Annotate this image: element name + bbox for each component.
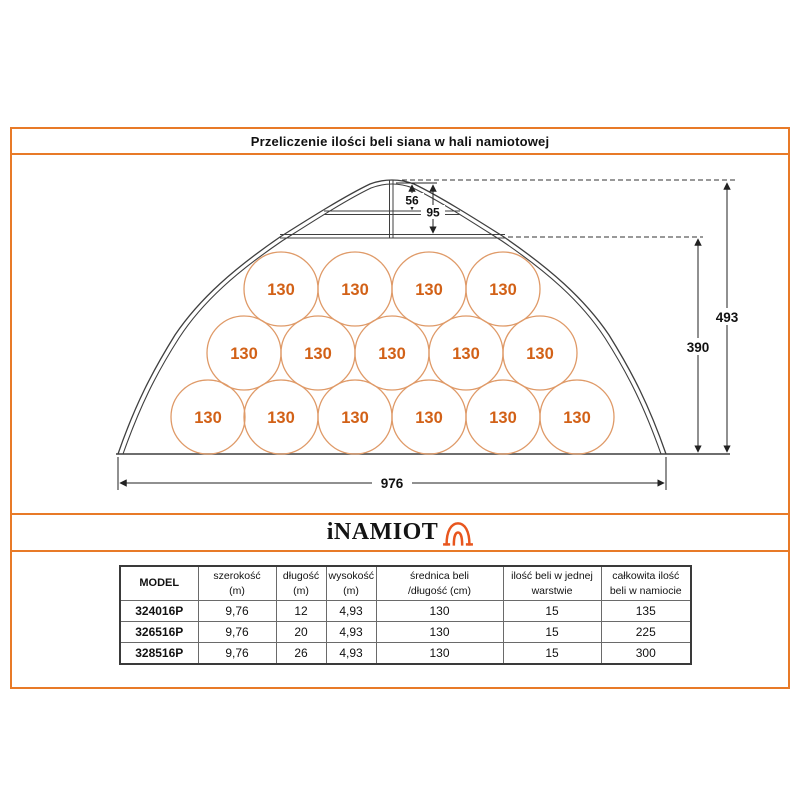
value-cell: 135: [601, 601, 691, 622]
value-cell: 4,93: [326, 622, 376, 643]
title-bar: [10, 127, 790, 155]
hay-bale-diameter-label: 130: [341, 409, 369, 427]
hay-bale-diameter-label: 130: [194, 409, 222, 427]
hay-bale-diameter-label: 130: [415, 409, 443, 427]
dimension-width: [118, 457, 666, 491]
model-cell: 324016P: [120, 601, 198, 622]
column-header: ilość beli w jednej warstwie: [503, 566, 601, 601]
spec-table-body: [120, 601, 691, 665]
value-cell: 15: [503, 601, 601, 622]
value-cell: 225: [601, 622, 691, 643]
dimension-stack-height: [680, 239, 717, 452]
table-row: [120, 601, 691, 622]
value-cell: 4,93: [326, 601, 376, 622]
dimension-total-height: [709, 183, 746, 452]
roof-frame: [280, 180, 505, 238]
hay-bale-diameter-label: 130: [563, 409, 591, 427]
dimension-apex-lower-beam: [421, 185, 445, 233]
model-cell: 328516P: [120, 643, 198, 665]
hay-bale-diameter-label: 130: [452, 345, 480, 363]
value-cell: 9,76: [198, 601, 276, 622]
hay-bale-diameter-label: 130: [304, 345, 332, 363]
value-cell: 20: [276, 622, 326, 643]
page-title: Przeliczenie ilości beli siana w hali namiotowej: [250, 133, 550, 149]
table-row: [120, 622, 691, 643]
hay-bales-group: [171, 252, 614, 454]
value-cell: 130: [376, 622, 503, 643]
table-row: [120, 643, 691, 665]
model-cell: 326516P: [120, 622, 198, 643]
value-cell: 130: [376, 601, 503, 622]
hay-bale-diameter-label: 130: [230, 345, 258, 363]
tent-arch-icon: [443, 519, 473, 547]
value-cell: 9,76: [198, 643, 276, 665]
value-cell: 4,93: [326, 643, 376, 665]
value-cell: 15: [503, 643, 601, 665]
column-header: średnica beli /długość (cm): [376, 566, 503, 601]
value-cell: 130: [376, 643, 503, 665]
column-header: całkowita ilość beli w namiocie: [601, 566, 691, 601]
hay-bale-diameter-label: 130: [267, 281, 295, 299]
hay-bale-diameter-label: 130: [267, 409, 295, 427]
value-cell: 15: [503, 622, 601, 643]
value-cell: 300: [601, 643, 691, 665]
brand-name: iNAMIOT: [326, 518, 439, 545]
column-header: wysokość (m): [326, 566, 376, 601]
value-cell: 9,76: [198, 622, 276, 643]
hay-bale-diameter-label: 130: [378, 345, 406, 363]
dimension-width-value: 976: [380, 476, 404, 491]
spec-table: [119, 565, 692, 665]
value-cell: 26: [276, 643, 326, 665]
dimension-total-height-value: 493: [715, 310, 739, 325]
value-cell: 12: [276, 601, 326, 622]
brand-bar: [10, 513, 790, 552]
spec-table-header: [120, 566, 691, 601]
dimension-95-value: 95: [426, 205, 440, 220]
tent-diagram-panel: [10, 153, 790, 515]
dimension-stack-height-value: 390: [686, 340, 710, 355]
hay-bale-diameter-label: 130: [489, 281, 517, 299]
hay-bale-diameter-label: 130: [489, 409, 517, 427]
hay-bale-diameter-label: 130: [526, 345, 554, 363]
column-header: szerokość (m): [198, 566, 276, 601]
column-header: MODEL: [120, 566, 198, 601]
spec-table-panel: [10, 550, 790, 689]
dimension-56-value: 56: [405, 193, 419, 208]
tent-cross-section-drawing: [12, 155, 788, 513]
hay-bale-diameter-label: 130: [341, 281, 369, 299]
column-header: długość (m): [276, 566, 326, 601]
hay-bale-diameter-label: 130: [415, 281, 443, 299]
dimension-apex-upper-beam: [400, 185, 424, 210]
